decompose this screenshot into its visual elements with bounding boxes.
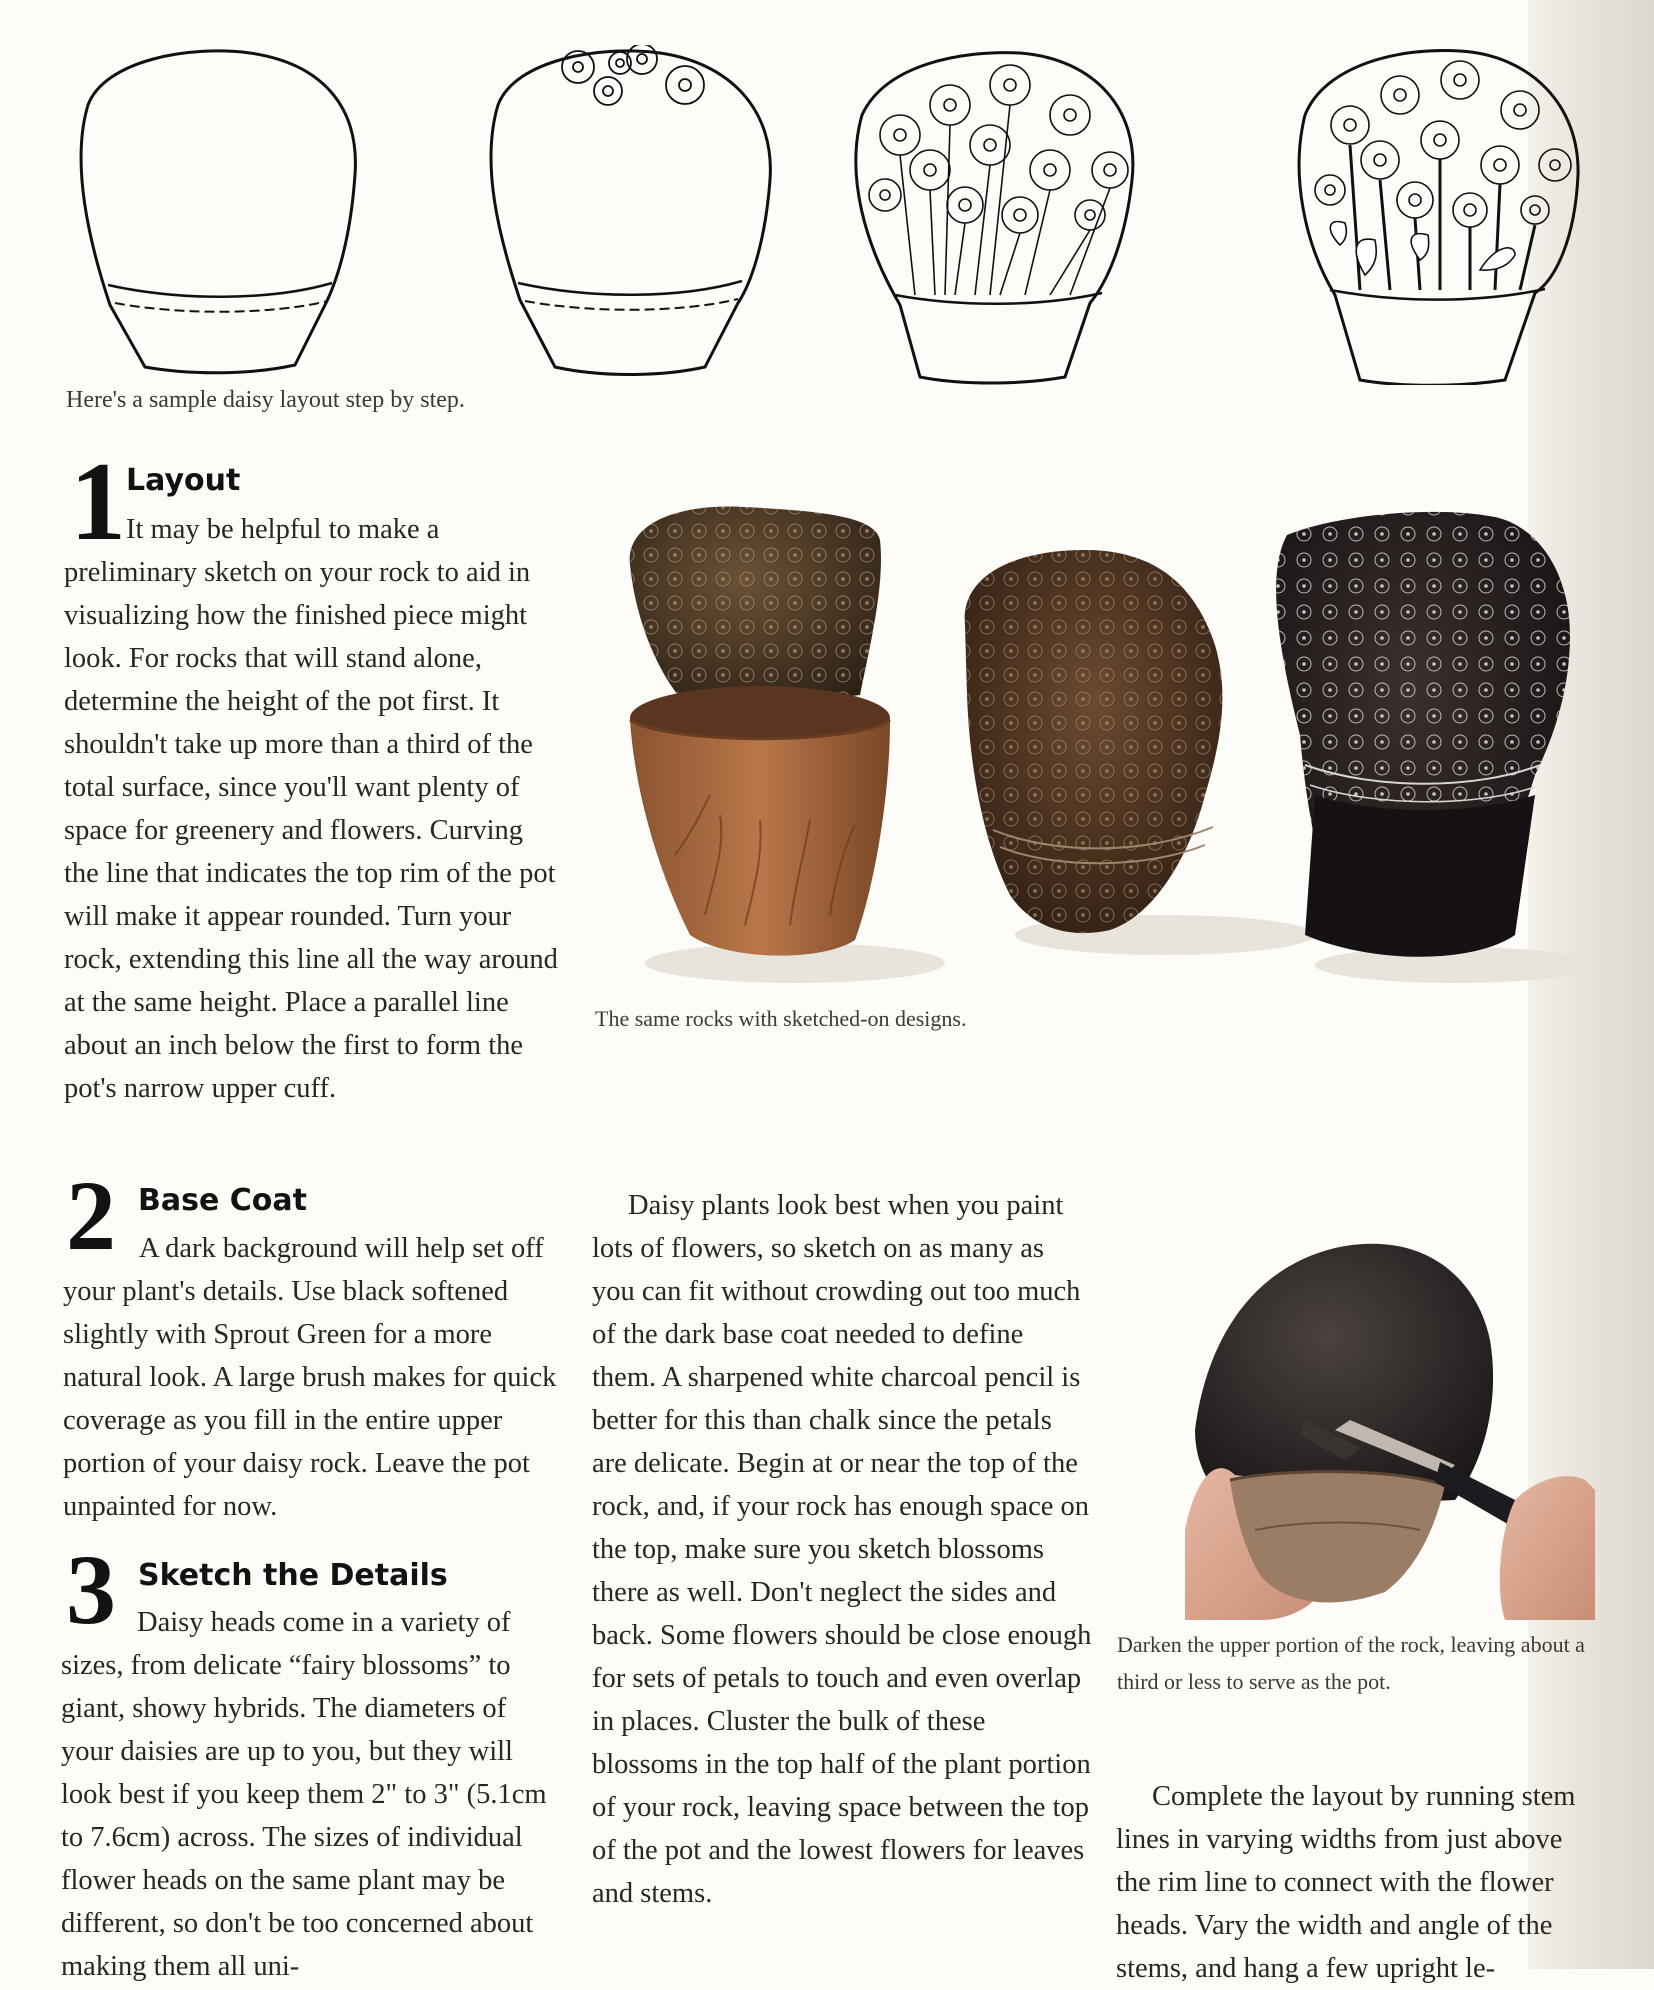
sketch-step-2: [480, 45, 780, 385]
step-3-title: Sketch the Details: [138, 1558, 448, 1593]
middle-column-text: Daisy plants look best when you paint lots of flowers, so sketch on as many as you can fit without crowding out too much of the dark base coat needed to define them. A sharpened white charcoal pencil is better for this than chalk since the petals are delicate. Begin at or near the top of the rock, and, if your rock has enough space on the top, make sure you sketch blossoms there as well. Don't neglect the sides and back. Some flowers should be close enough for sets of petals to touch and even overlap in places. Cluster the bulk of these blossoms in the top half of the plant portion of your rock, leaving space between the top of the pot and the lowest flowers for leaves and stems.: [592, 1190, 1092, 1909]
step-1-text: It may be helpful to make a preliminary sketch on your rock to aid in visualizing how the finished piece might look. For rocks that will stand alone, determine the height of the pot first. It shouldn't take up more than a third of the total surface, since you'll want plenty of space for greenery and flowers. Curving the line that indicates the top rim of the pot will make it appear rounded. Turn your rock, extending this line all the way around at the same height. Place a parallel line about an inch below the first to form the pot's narrow upper cuff.: [64, 514, 558, 1104]
right-column-text: Complete the layout by running stem lines in varying widths from just above the rim line to connect with the flower heads. Vary the width and angle of the stems, and hang a few upright le-: [1116, 1781, 1576, 1984]
step-3-text: Daisy heads come in a variety of sizes, from delicate “fairy blossoms” to giant, showy hybrids. The diameters of your daisies are up to you, but they will look best if you keep them 2" to 3" (5.1cm to 7.6cm) across. The sizes of individual flower heads on the same plant may be different, so don't be too concerned about making them all uni-: [61, 1607, 547, 1982]
sketch-step-3: [840, 45, 1150, 385]
step-1-number: 1: [70, 440, 126, 564]
step-2-title: Base Coat: [138, 1183, 307, 1218]
painting-rock-photo: [1185, 1230, 1595, 1620]
step-3-number: 3: [66, 1534, 116, 1645]
sketch-step-4: [1280, 45, 1590, 385]
top-caption: Here's a sample daisy layout step by step.: [66, 387, 465, 413]
step-2-text: A dark background will help set off your plant's details. Use black softened slightly with Sprout Green for a more natural look. A large brush makes for quick coverage as you fill in the entire upper portion of your daisy rock. Leave the pot unpainted for now.: [63, 1233, 557, 1522]
step-1-title: Layout: [126, 463, 241, 498]
sketched-rocks-photo: [615, 495, 1595, 1005]
photo-caption-rocks: The same rocks with sketched-on designs.: [595, 1006, 967, 1031]
step-2-number: 2: [66, 1160, 116, 1271]
photo-caption-painting: Darken the upper portion of the rock, leaving about a third or less to serve as the pot.: [1117, 1632, 1585, 1694]
sketch-step-1: [70, 45, 370, 385]
